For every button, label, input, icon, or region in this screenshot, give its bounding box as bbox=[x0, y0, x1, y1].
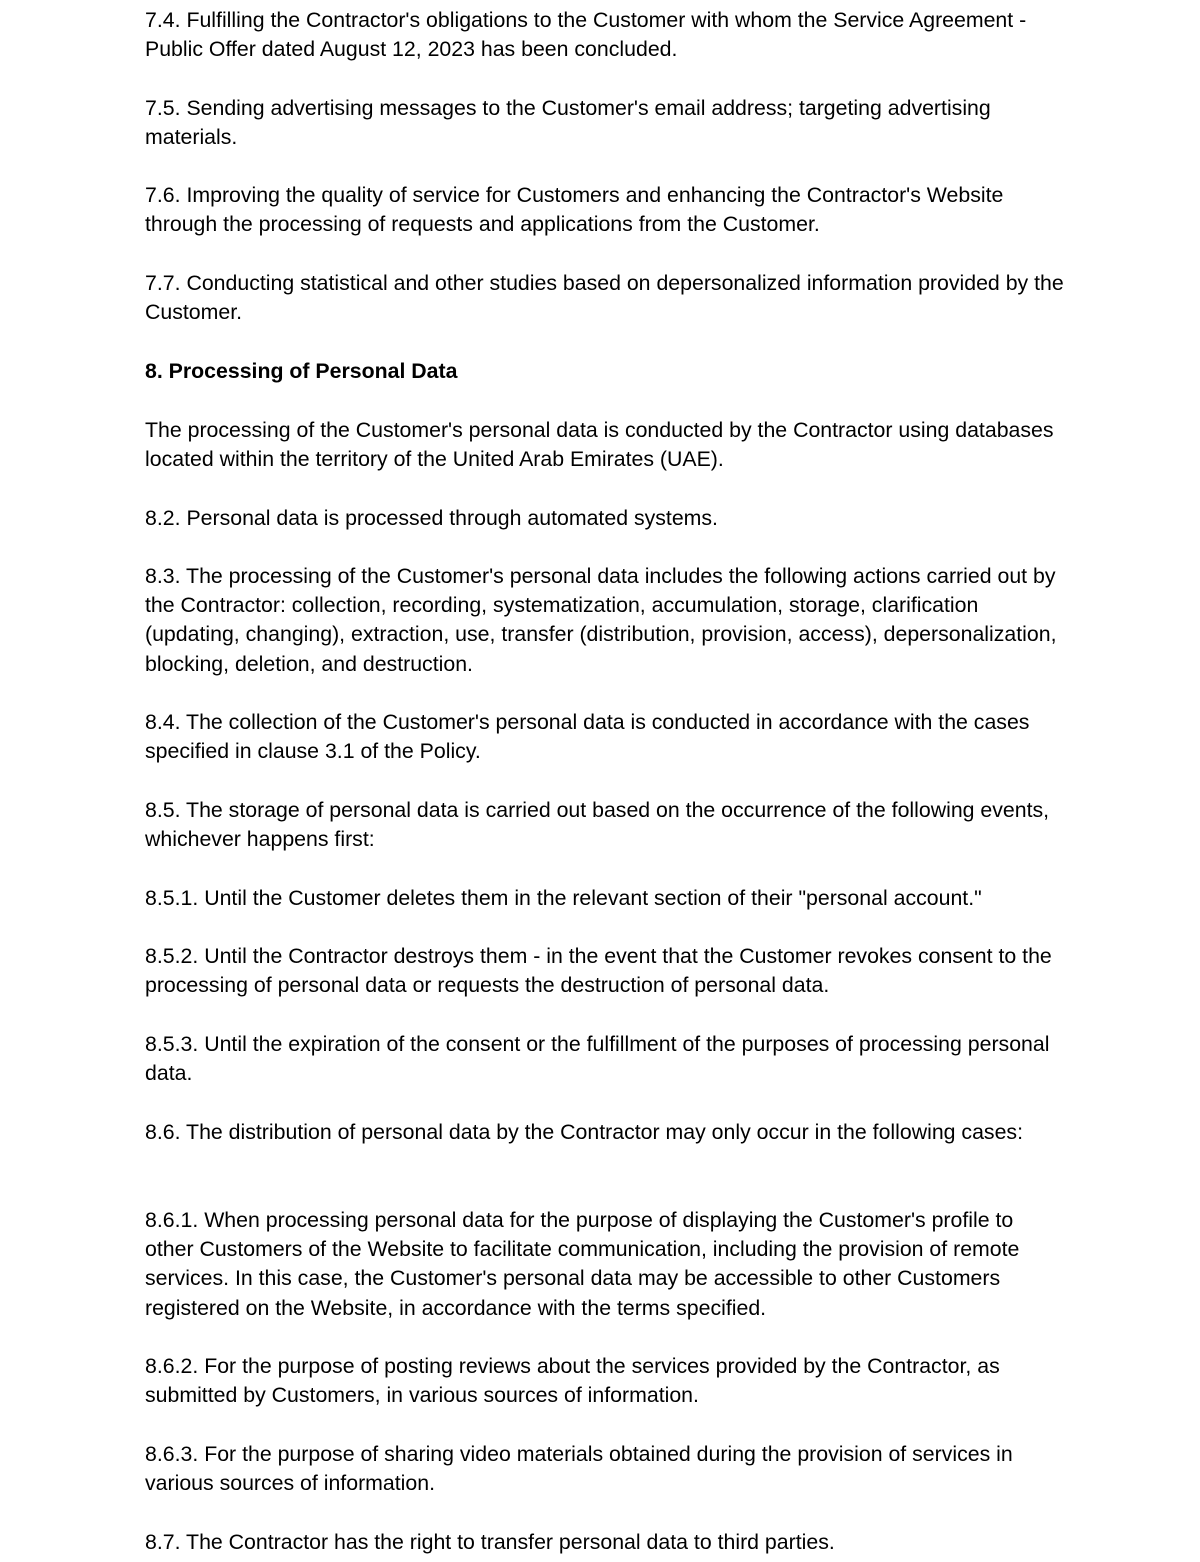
clause-8-3: 8.3. The processing of the Customer's personal data includes the following actions carried out by the Contractor: collection, recording, systematization, accumulation, storage, clarification (updating, changing), extraction, use, transfer (distribution, provision, access), depersonalization, blocking, deletion, and destruction. bbox=[145, 564, 1057, 676]
clause-7-6: 7.6. Improving the quality of service for Customers and enhancing the Contractor's Website through the processing of requests and applications from the Customer. bbox=[145, 183, 1004, 237]
clause-8-6: 8.6. The distribution of personal data by the Contractor may only occur in the following cases: bbox=[145, 1120, 1023, 1144]
clause-8-6-1: 8.6.1. When processing personal data for the purpose of displaying the Customer's profile to other Customers of the Website to facilitate communication, including the provision of remote services. In this case, the Customer's personal data may be accessible to other Customers registered on the Website, in accordance with the terms specified. bbox=[145, 1208, 1020, 1320]
clause-7-7: 7.7. Conducting statistical and other studies based on depersonalized information provided by the Customer. bbox=[145, 271, 1064, 325]
clause-8-5-3: 8.5.3. Until the expiration of the consent or the fulfillment of the purposes of processing personal data. bbox=[145, 1032, 1050, 1086]
clause-8-4: 8.4. The collection of the Customer's personal data is conducted in accordance with the cases specified in clause 3.1 of the Policy. bbox=[145, 710, 1030, 764]
clause-8-2: 8.2. Personal data is processed through automated systems. bbox=[145, 506, 718, 530]
clause-8-5-2: 8.5.2. Until the Contractor destroys them - in the event that the Customer revokes consent to the processing of personal data or requests the destruction of personal data. bbox=[145, 944, 1052, 998]
clause-7-5: 7.5. Sending advertising messages to the Customer's email address; targeting advertising materials. bbox=[145, 96, 991, 150]
section-heading-8: 8. Processing of Personal Data bbox=[145, 359, 458, 383]
clause-8-5-1: 8.5.1. Until the Customer deletes them in the relevant section of their "personal account." bbox=[145, 886, 982, 910]
clause-8-6-2: 8.6.2. For the purpose of posting reviews about the services provided by the Contractor, as submitted by Customers, in various sources of information. bbox=[145, 1354, 1000, 1408]
clause-8-5: 8.5. The storage of personal data is carried out based on the occurrence of the following events, whichever happens first: bbox=[145, 798, 1050, 852]
clause-8-7: 8.7. The Contractor has the right to transfer personal data to third parties. bbox=[145, 1530, 835, 1554]
clause-8-1: The processing of the Customer's personal data is conducted by the Contractor using databases located within the territory of the United Arab Emirates (UAE). bbox=[145, 418, 1054, 472]
clause-8-6-3: 8.6.3. For the purpose of sharing video materials obtained during the provision of services in various sources of information. bbox=[145, 1442, 1013, 1496]
clause-7-4: 7.4. Fulfilling the Contractor's obligations to the Customer with whom the Service Agreement - Public Offer dated August 12, 2023 has been concluded. bbox=[145, 8, 1027, 62]
